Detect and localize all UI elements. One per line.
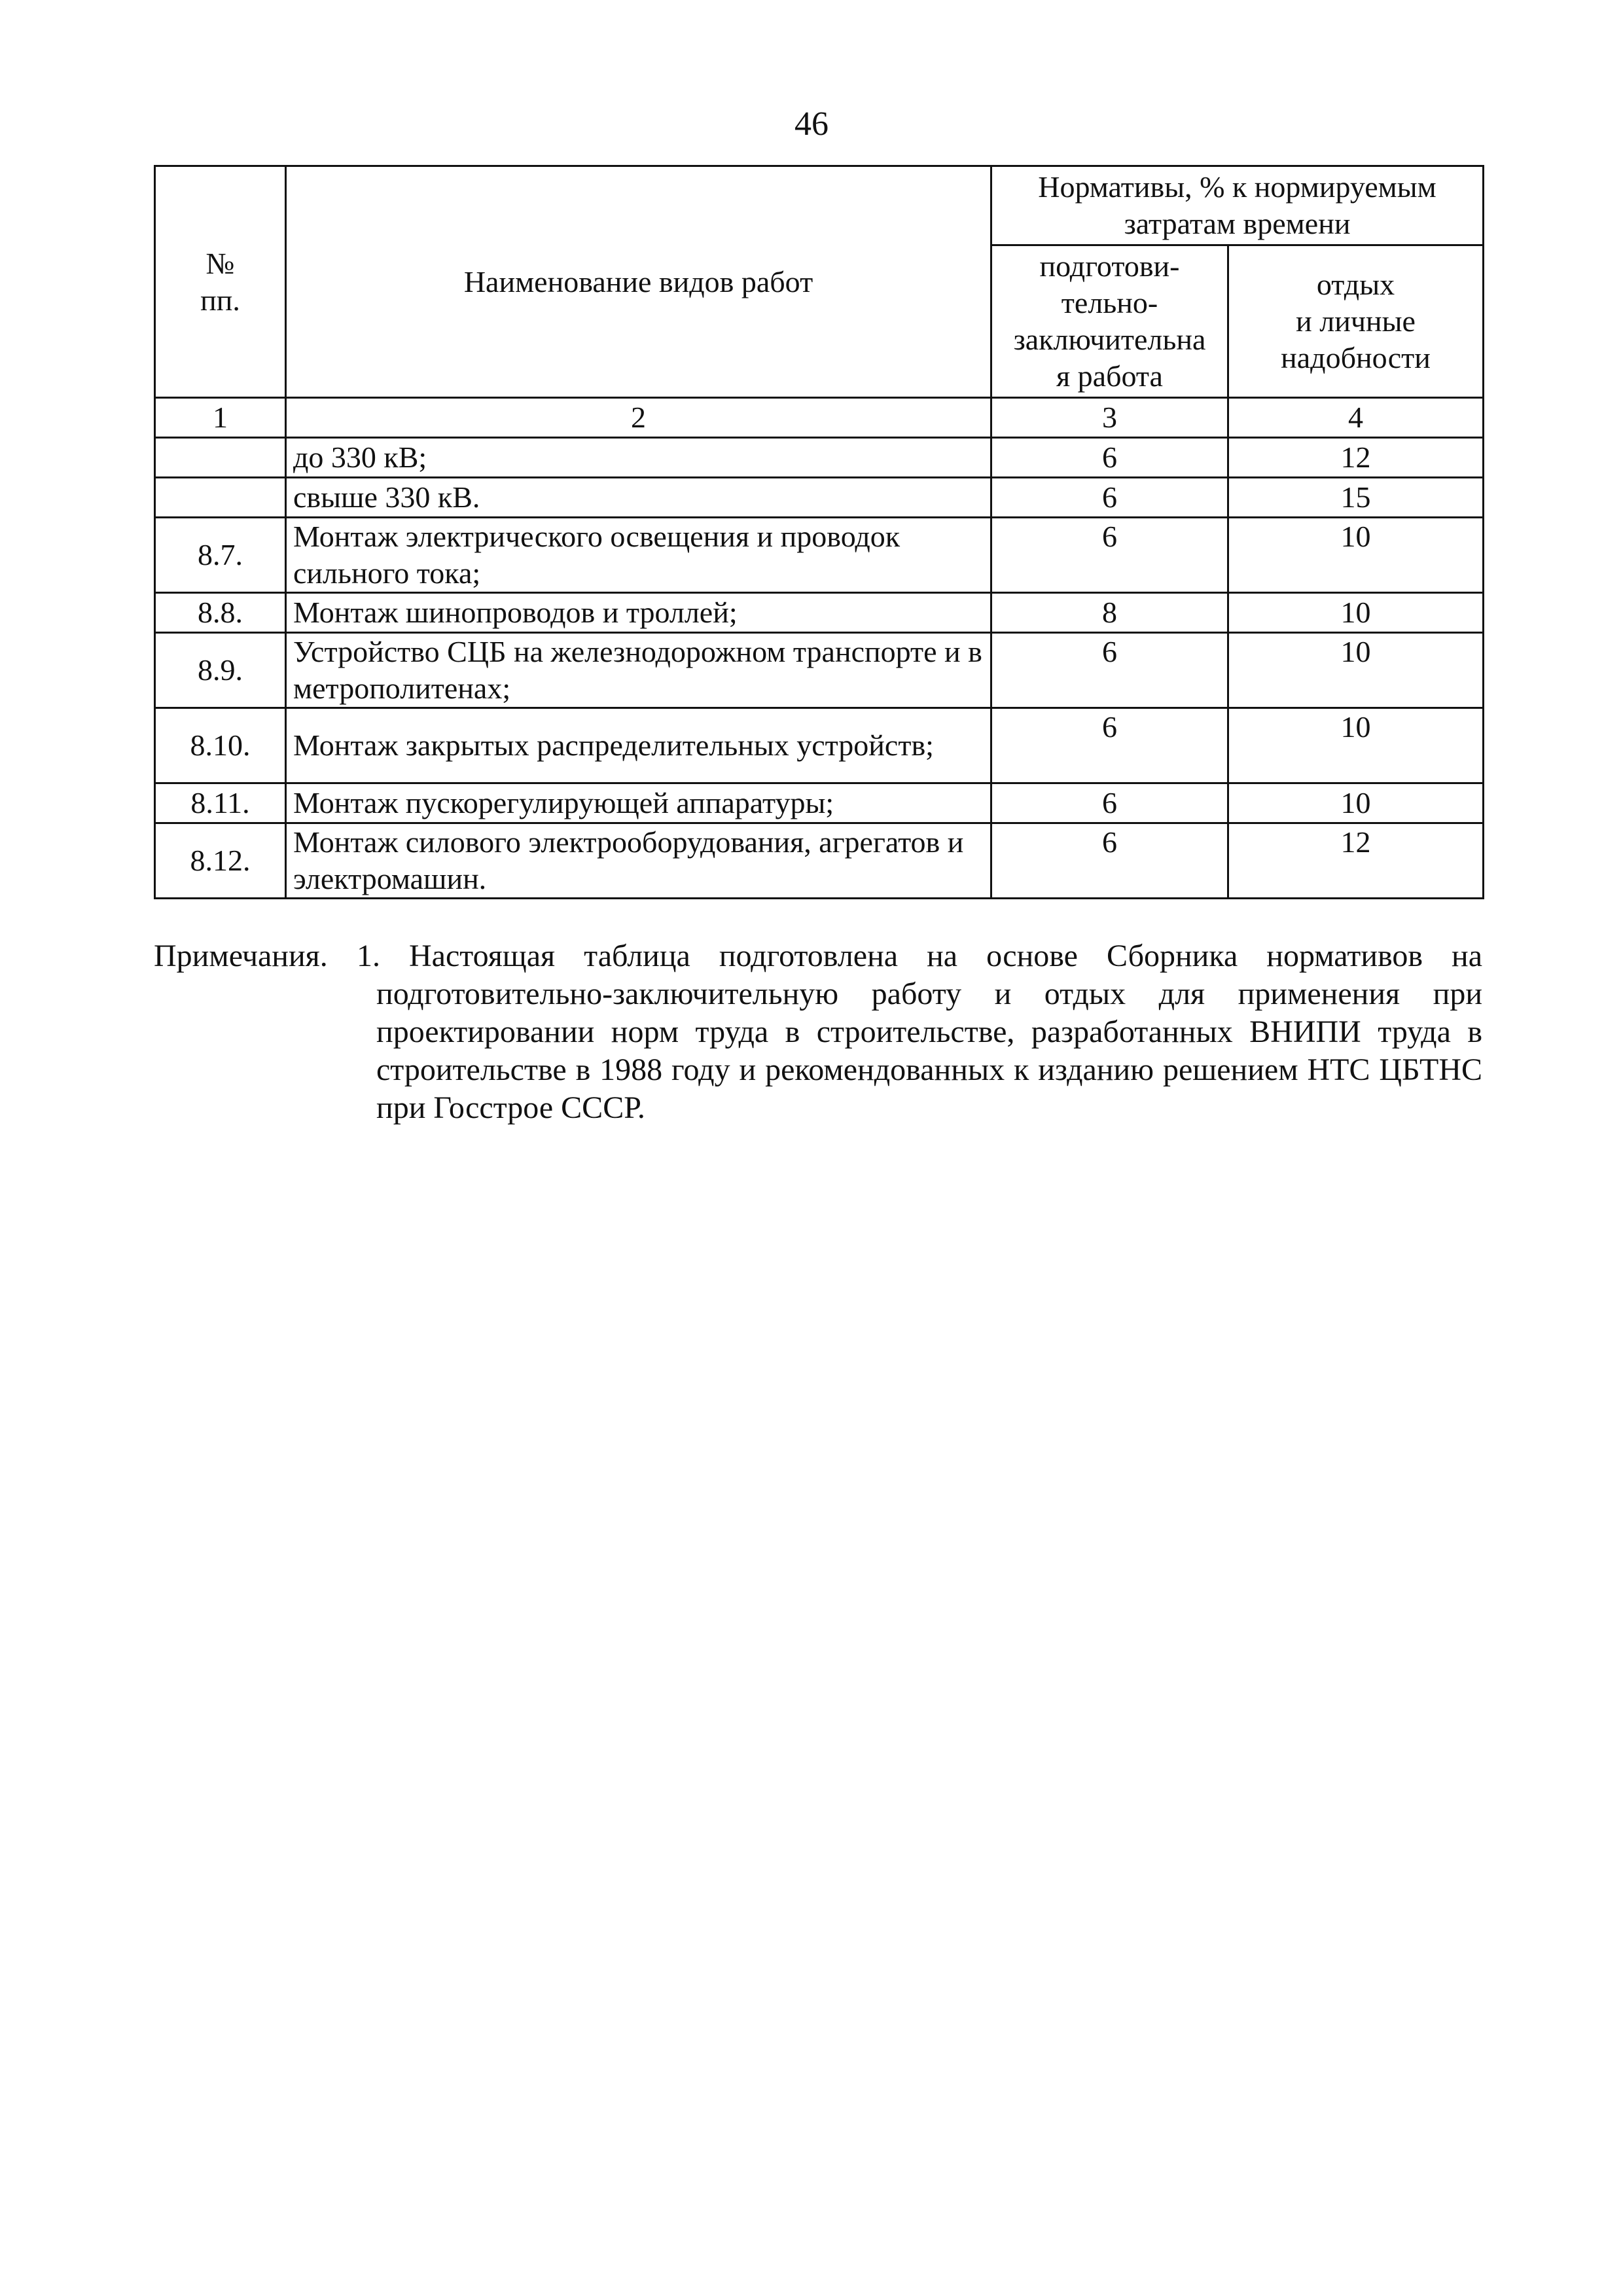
row-rest-value: 10: [1228, 708, 1484, 783]
row-rest-value: 10: [1228, 593, 1484, 633]
row-prep-value: 6: [991, 823, 1228, 899]
column-index: 2: [286, 398, 991, 438]
row-prep-value: 8: [991, 593, 1228, 633]
row-name: свыше 330 кВ.: [286, 478, 991, 518]
row-rest-value: 12: [1228, 823, 1484, 899]
column-index: 4: [1228, 398, 1484, 438]
table-row: [155, 823, 1484, 899]
row-name: Монтаж силового электрооборудования, агрегатов и электромашин.: [286, 823, 991, 899]
row-num: 8.11.: [155, 783, 286, 823]
table-row: [155, 478, 1484, 518]
page-number: 46: [794, 105, 829, 143]
row-name: до 330 кВ;: [286, 438, 991, 478]
column-index: 1: [155, 398, 286, 438]
row-num: [155, 438, 286, 478]
norms-table: [154, 165, 1484, 899]
row-rest-value: 10: [1228, 783, 1484, 823]
row-num: 8.10.: [155, 708, 286, 783]
row-name: Монтаж закрытых распределительных устройств;: [286, 708, 991, 783]
column-index: 3: [991, 398, 1228, 438]
row-num: 8.9.: [155, 633, 286, 708]
row-prep-value: 6: [991, 438, 1228, 478]
header-num: № пп.: [155, 166, 286, 398]
row-name: Монтаж электрического освещения и проводок сильного тока;: [286, 518, 991, 593]
table-row: [155, 633, 1484, 708]
notes-label: Примечания.: [154, 939, 328, 973]
header-prep-work: подготови- тельно- заключительна я работа: [991, 245, 1228, 398]
row-num: 8.7.: [155, 518, 286, 593]
row-prep-value: 6: [991, 633, 1228, 708]
table-row: [155, 708, 1484, 783]
table-row: [155, 518, 1484, 593]
header-norms-group: Нормативы, % к нормируемым затратам времени: [991, 166, 1484, 245]
notes-text: 1. Настоящая таблица подготовлена на основе Сборника нормативов на подготовительно-заключительную работу и отдых для применения при проектировании норм труда в строительстве, разработанных ВНИПИ труда в строительстве в 1988 году и рекомендованных к изданию решением НТС ЦБТНС при Госстрое СССР.: [357, 939, 1482, 1125]
header-rest: отдых и личные надобности: [1228, 245, 1484, 398]
row-prep-value: 6: [991, 518, 1228, 593]
table-row: [155, 438, 1484, 478]
row-num: 8.8.: [155, 593, 286, 633]
row-prep-value: 6: [991, 783, 1228, 823]
row-rest-value: 10: [1228, 633, 1484, 708]
row-name: Монтаж шинопроводов и троллей;: [286, 593, 991, 633]
table-row: [155, 783, 1484, 823]
row-num: [155, 478, 286, 518]
row-prep-value: 6: [991, 708, 1228, 783]
row-name: Монтаж пускорегулирующей аппаратуры;: [286, 783, 991, 823]
column-index-row: [155, 398, 1484, 438]
row-num: 8.12.: [155, 823, 286, 899]
row-rest-value: 12: [1228, 438, 1484, 478]
row-rest-value: 15: [1228, 478, 1484, 518]
row-prep-value: 6: [991, 478, 1228, 518]
table-row: [155, 593, 1484, 633]
header-name: Наименование видов работ: [286, 166, 991, 398]
row-rest-value: 10: [1228, 518, 1484, 593]
row-name: Устройство СЦБ на железнодорожном транспорте и в метрополитенах;: [286, 633, 991, 708]
